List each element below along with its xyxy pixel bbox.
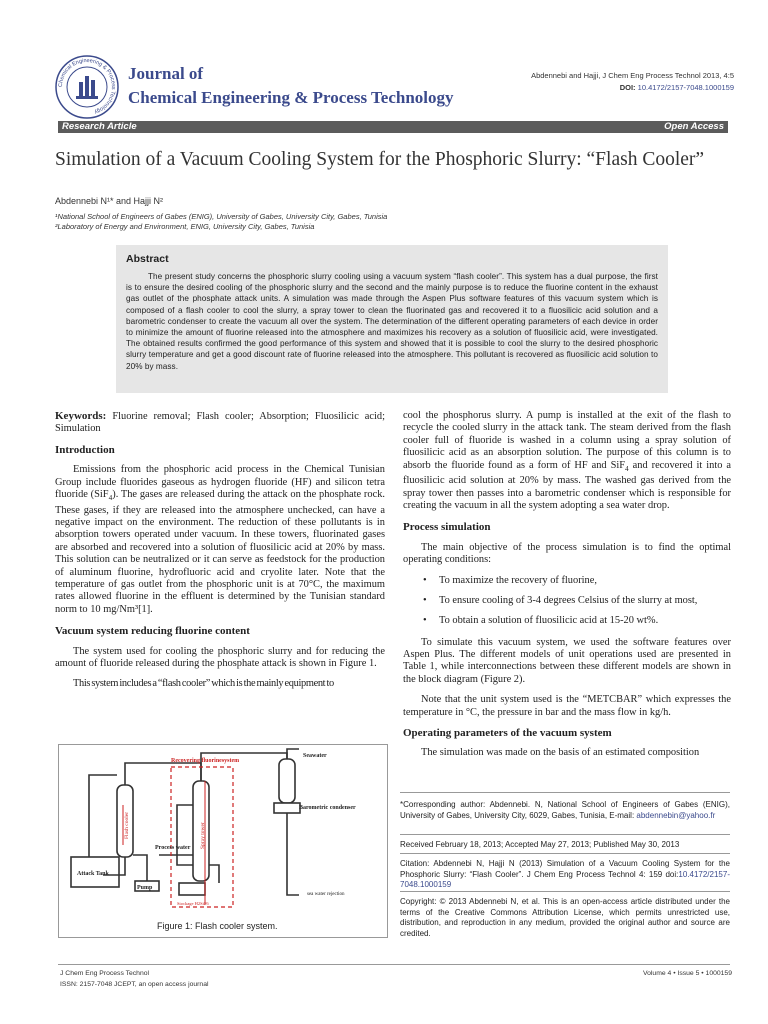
footer-left: [60, 968, 209, 990]
doi-label: DOI:: [619, 83, 636, 92]
list-item: • To obtain a solution of fluosilicic acid at 15-20 wt%.: [403, 615, 731, 635]
introduction-heading: Introduction: [55, 443, 115, 456]
citation-line: Abdennebi and Hajji, J Chem Eng Process Technol 2013, 4:5: [531, 71, 734, 80]
pump-label: Pump: [137, 885, 153, 891]
right-column: [403, 410, 731, 760]
citation-note: Citation: Abdennebi N, Hajji N (2013) Simulation of a Vacuum Cooling System for the Phosphoric Slurry: “Flash Cooler”. J Chem Eng Process Technol 4: 159 doi:10.4172/2157-7048.1000159: [400, 859, 730, 890]
footer-issn: ISSN: 2157-7048 JCEPT, an open access journal: [60, 981, 209, 988]
abstract-heading: Abstract: [126, 253, 169, 265]
article-title: Simulation of a Vacuum Cooling System for the Phosphoric Slurry: “Flash Cooler”: [55, 149, 705, 170]
svg-text:Chemical Engineering & Process: Chemical Engineering & Process Technology: [57, 57, 117, 115]
affiliation-1: ¹National School of Engineers of Gabes (ENIG), University of Gabes, University City, Gabes, Tunisia: [55, 212, 388, 221]
figure-caption: Figure 1: Flash cooler system.: [157, 921, 278, 931]
footer-journal: J Chem Eng Process Technol: [60, 970, 150, 977]
seawater-label: Seawater: [303, 753, 327, 759]
open-access-label: Open Access: [664, 121, 724, 132]
footer-divider: [58, 964, 730, 965]
journal-title-line2: Chemical Engineering & Process Technology: [128, 88, 454, 107]
footer-volume: Volume 4 • Issue 5 • 1000159: [642, 970, 732, 977]
unit-system-paragraph: Note that the unit system used is the “METCBAR” which expresses the temperature in °C, the pressure in bar and the mass flow in kg/h.: [403, 694, 731, 718]
process-simulation-paragraph: The main objective of the process simulation is to find the optimal operating conditions:: [403, 541, 731, 566]
spray-tower-label: Spray tower: [200, 822, 206, 849]
abstract-box: [116, 245, 668, 393]
footnote-divider-4: [400, 891, 730, 892]
article-type-bar: [58, 121, 728, 133]
footnote-divider-2: [400, 834, 730, 835]
affiliation-2: ²Laboratory of Energy and Environment, ENIG, University City, Gabes, Tunisia: [55, 222, 315, 231]
keywords: Fluorine removal; Flash cooler; Absorption; Fluosilicic acid; Simulation: [55, 411, 385, 435]
stockage-tank: [179, 883, 205, 895]
list-item: • To ensure cooling of 3-4 degrees Celsius of the slurry at most,: [403, 595, 731, 615]
footnote-divider-3: [400, 853, 730, 854]
vacuum-system-heading: Vacuum system reducing fluorine content: [55, 625, 250, 638]
flash-cooler-label: Flash cooler: [124, 811, 130, 839]
copyright-note: Copyright: © 2013 Abdennebi N, et al. This is an open-access article distributed under the terms of the Creative Commons Attribution License, which permits unrestricted use, distribution, and reproduction in any medium, provided the original author and source are credited.: [400, 897, 730, 938]
intro-paragraph: Emissions from the phosphoric acid process in the Chemical Tunisian Group include fluorides gaseous as hydrogen fluoride (HF) and silicon tetra fluoride (SiF$_4$). The gases are released during the attack on the phosphate rock. These gases, if they are released into the atmosphere unchecked, can have a negative impact on the environment. The reduction of these pollutants is in absorption towers operated under vacuum. In these towers, fluorinated gases are absorbed and recovered into a solution of fluosilicic acid at 20% by mass. This solution can be neutralized or it can serve as feedstock for the production of aluminum fluorine, hydrofluoric acid and cryolite later. Note that the temperature of gas outlet from the phosphoric unit is at 70°C, the maximum rates allowed fluorine in the effluent is determined by the Tunisian standard norm to 10 mg/Nm³[1].: [55, 464, 385, 615]
right-paragraph-1: cool the phosphorus slurry. A pump is installed at the exit of the flash to recycle the cooled slurry in the attack tank. The steam derived from the flash cooler full of fluoride is washed in a column using a spray solution of fluosilicic acid as an absorption solution. The purpose of this column is to absorb the fluoride found as a form of HF and SiF$_4$ and recovered it into a fluosilicic acid solution at 20% by mass. The washed gas derived from the spray tower then passes into a barometric condenser which is responsible for creating the vacuum in all the system adopting a sea water drop.: [403, 410, 731, 511]
journal-title-line1: Journal of: [128, 64, 204, 83]
journal-logo: [54, 54, 120, 120]
operating-parameters-heading: Operating parameters of the vacuum system: [403, 726, 612, 739]
operating-parameters-paragraph: The simulation was made on the basis of an estimated composition: [421, 747, 700, 759]
barometric-label: Barometric condenser: [299, 805, 356, 811]
flash-cooler-diagram: [59, 745, 387, 915]
citation-doi-link[interactable]: 10.4172/2157-7048.1000159: [400, 869, 730, 890]
doi-link[interactable]: 10.4172/2157-7048.1000159: [637, 83, 734, 92]
authors: Abdennebi N¹* and Hajji N²: [55, 196, 164, 206]
header-citation: [531, 70, 734, 94]
stockage-label: Stockage H2SiF6: [177, 901, 209, 906]
left-column: [55, 410, 385, 691]
vacuum-paragraph-1: The system used for cooling the phosphoric slurry and for reducing the amount of fluoride released during the phosphate attack is shown in Figure 1.: [55, 645, 385, 669]
sea-rejection-label: sea water rejection: [307, 892, 345, 897]
footnote-divider: [400, 792, 730, 793]
recovering-label: Recovering fluorinesystem: [171, 758, 240, 764]
objectives-list: [403, 575, 731, 635]
corresponding-author: *Corresponding author: Abdennebi. N, National School of Engineers of Gabes (ENIG), University of Gabes, University City, 6029, Gabes, Tunisia, E-mail: abdennebin@yahoo.fr: [400, 800, 730, 820]
abstract-text: The present study concerns the phosphoric slurry cooling using a vacuum system “flash cooler”. This system has a dual purpose, the first is to ensure the desired cooling of the phosphoric slurry and the second and the mainly purpose is to reduce the fluorine content in the exhaust gas outlet of the phosphate attack units. A simulation was made through the Aspen Plus software features of this vacuum system which is composed of a flash cooler to cool the slurry, a spray tower to clean the fluorinated gas and recovered it to a fluosilicic acid solution and a barometric condenser to create the vacuum all over the system. The determination of the different operating parameters of each device in order to minimize the amount of fluorine released into the atmosphere and maximizes his recovery as a solution of fluosilicic acid, were investigated. The obtained results confirmed the good performance of this system and showed that it is possible to cool the slurry to the desired phosphoric slurry temperature and get a good discount rate of fluorine released into the atmosphere. This pollutant is recovered as fluosilicic acid solution to 20% by mass.: [126, 272, 658, 371]
email-link[interactable]: abdennebin@yahoo.fr: [636, 810, 716, 820]
attack-tank-label: Attack Tank: [77, 871, 109, 877]
barometric-condenser-vessel: [279, 759, 295, 803]
vacuum-paragraph-2: This system includes a “flash cooler” which is the mainly equipment to: [73, 678, 334, 690]
figure-1: [58, 744, 388, 938]
process-simulation-heading: Process simulation: [403, 521, 491, 534]
simulation-software-paragraph: To simulate this vacuum system, we used the software features over Aspen Plus. The different models of unit operations used are presented in Table 1, while interconnections between these different models are shown in the block diagram (Figure 2).: [403, 636, 731, 685]
dates-line: Received February 18, 2013; Accepted May 27, 2013; Published May 30, 2013: [400, 840, 680, 849]
list-item: • To maximize the recovery of fluorine,: [403, 575, 731, 595]
process-water-label: Process water: [155, 845, 191, 851]
keywords-label: Keywords:: [55, 410, 107, 422]
research-article-label: Research Article: [62, 121, 137, 132]
